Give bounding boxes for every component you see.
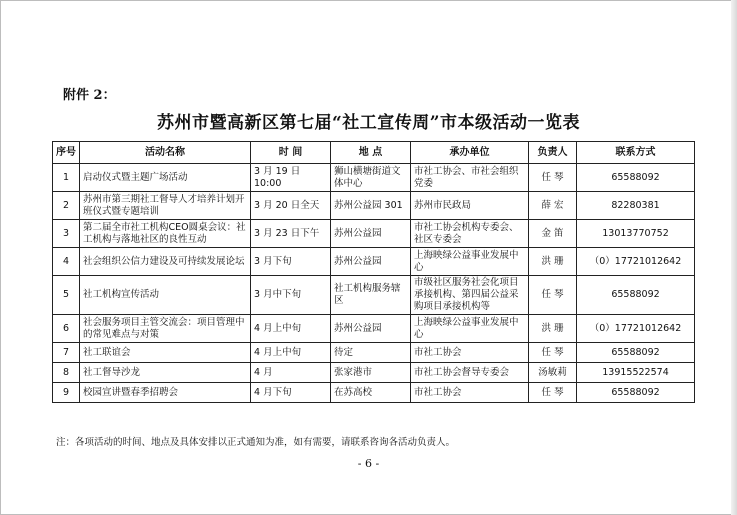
document-title: 苏州市暨高新区第七届“社工宣传周”市本级活动一览表 [156, 113, 581, 133]
cell-contact: 13013770752 [577, 220, 695, 248]
header-person: 负责人 [529, 142, 577, 164]
table-header-row [53, 142, 695, 164]
cell-place: 苏州公益园 [331, 220, 411, 248]
table-row [53, 164, 695, 192]
cell-contact: 82280381 [577, 192, 695, 220]
cell-no: 7 [53, 343, 80, 363]
header-contact: 联系方式 [577, 142, 695, 164]
cell-contact: 13915522574 [577, 363, 695, 383]
cell-activity-name: 社工联谊会 [80, 343, 251, 363]
cell-organizer: 市社工协会、市社会组织党委 [411, 164, 529, 192]
cell-organizer: 市社工协会 [411, 383, 529, 403]
cell-person: 洪 珊 [529, 315, 577, 343]
table-row [53, 315, 695, 343]
cell-time: 4 月 [251, 363, 331, 383]
cell-contact: 65588092 [577, 383, 695, 403]
attachment-label: 附件 2： [63, 88, 116, 103]
header-no: 序号 [53, 142, 80, 164]
table-row [53, 192, 695, 220]
cell-time: 3 月 19 日 10:00 [251, 164, 331, 192]
cell-organizer: 苏州市民政局 [411, 192, 529, 220]
table-row [53, 276, 695, 315]
cell-place: 待定 [331, 343, 411, 363]
cell-person: 任 琴 [529, 164, 577, 192]
cell-contact: 65588092 [577, 343, 695, 363]
cell-activity-name: 社会组织公信力建设及可持续发展论坛 [80, 248, 251, 276]
cell-activity-name: 第二届全市社工机构CEO圆桌会议：社工机构与落地社区的良性互动 [80, 220, 251, 248]
cell-activity-name: 校园宣讲暨春季招聘会 [80, 383, 251, 403]
cell-person: 任 琴 [529, 343, 577, 363]
cell-time: 4 月下旬 [251, 383, 331, 403]
cell-person: 薛 宏 [529, 192, 577, 220]
cell-activity-name: 社会服务项目主管交流会：项目管理中的常见难点与对策 [80, 315, 251, 343]
cell-no: 2 [53, 192, 80, 220]
cell-no: 8 [53, 363, 80, 383]
cell-no: 9 [53, 383, 80, 403]
cell-place: 苏州公益园 [331, 315, 411, 343]
cell-contact: 65588092 [577, 276, 695, 315]
cell-activity-name: 社工机构宣传活动 [80, 276, 251, 315]
cell-person: 任 琴 [529, 383, 577, 403]
header-organizer: 承办单位 [411, 142, 529, 164]
cell-no: 5 [53, 276, 80, 315]
cell-time: 4 月上中旬 [251, 343, 331, 363]
cell-contact: 65588092 [577, 164, 695, 192]
footnote: 注：各项活动的时间、地点及具体安排以正式通知为准，如有需要，请联系咨询各活动负责人。 [56, 437, 456, 448]
cell-time: 3 月 23 日下午 [251, 220, 331, 248]
cell-place: 张家港市 [331, 363, 411, 383]
cell-contact: （0）17721012642 [577, 315, 695, 343]
table-row [53, 248, 695, 276]
cell-organizer: 市社工协会督导专委会 [411, 363, 529, 383]
cell-time: 3 月 20 日全天 [251, 192, 331, 220]
cell-no: 1 [53, 164, 80, 192]
cell-organizer: 市级社区服务社会化项目承接机构、第四届公益采购项目承接机构等 [411, 276, 529, 315]
table-row [53, 363, 695, 383]
table-row [53, 383, 695, 403]
cell-activity-name: 启动仪式暨主题广场活动 [80, 164, 251, 192]
cell-place: 狮山横塘街道文体中心 [331, 164, 411, 192]
header-place: 地 点 [331, 142, 411, 164]
cell-time: 3 月下旬 [251, 248, 331, 276]
cell-place: 苏州公益园 301 [331, 192, 411, 220]
activity-table [52, 141, 695, 403]
cell-person: 洪 珊 [529, 248, 577, 276]
header-time: 时 间 [251, 142, 331, 164]
cell-time: 4 月上中旬 [251, 315, 331, 343]
cell-place: 在苏高校 [331, 383, 411, 403]
cell-contact: （0）17721012642 [577, 248, 695, 276]
page-edge [731, 0, 737, 515]
cell-no: 6 [53, 315, 80, 343]
cell-place: 社工机构服务辖区 [331, 276, 411, 315]
cell-place: 苏州公益园 [331, 248, 411, 276]
cell-no: 3 [53, 220, 80, 248]
cell-person: 任 琴 [529, 276, 577, 315]
cell-person: 汤敏莉 [529, 363, 577, 383]
cell-person: 金 笛 [529, 220, 577, 248]
table-row [53, 343, 695, 363]
cell-time: 3 月中下旬 [251, 276, 331, 315]
cell-organizer: 市社工协会 [411, 343, 529, 363]
cell-activity-name: 苏州市第三期社工督导人才培养计划开班仪式暨专题培训 [80, 192, 251, 220]
cell-activity-name: 社工督导沙龙 [80, 363, 251, 383]
cell-organizer: 市社工协会机构专委会、社区专委会 [411, 220, 529, 248]
cell-organizer: 上海映绿公益事业发展中心 [411, 315, 529, 343]
cell-organizer: 上海映绿公益事业发展中心 [411, 248, 529, 276]
header-activity-name: 活动名称 [80, 142, 251, 164]
cell-no: 4 [53, 248, 80, 276]
page-number: - 6 - [357, 457, 380, 470]
table-row [53, 220, 695, 248]
